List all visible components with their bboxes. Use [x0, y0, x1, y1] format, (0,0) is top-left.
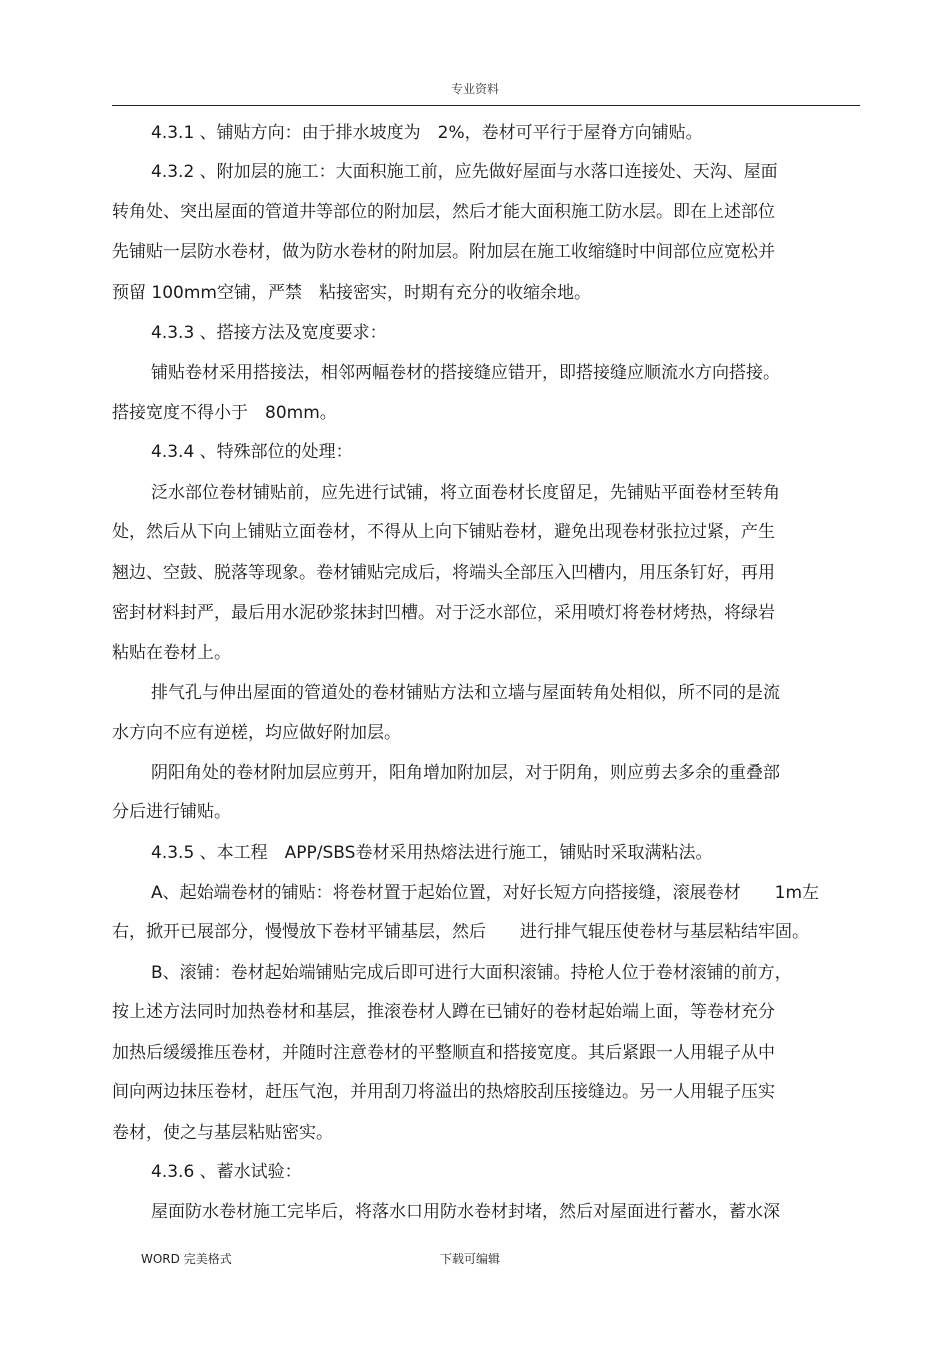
paragraph-line: 密封材料封严，最后用水泥砂浆抹封凹槽。对于泛水部位，采用喷灯将卷材烤热，将绿岩 — [112, 603, 775, 623]
paragraph-line: 屋面防水卷材施工完毕后，将落水口用防水卷材封堵，然后对屋面进行蓄水，蓄水深 — [151, 1202, 780, 1222]
paragraph-line: 搭接宽度不得小于 80mm。 — [112, 403, 337, 423]
paragraph-line: 间向两边抹压卷材，赶压气泡，并用刮刀将溢出的热熔胶刮压接缝边。另一人用辊子压实 — [112, 1082, 775, 1102]
paragraph-line: 右，掀开已展部分，慢慢放下卷材平铺基层，然后 进行排气辊压使卷材与基层粘结牢固。 — [112, 922, 809, 942]
page-header: 专业资料 — [450, 82, 499, 96]
paragraph-line: 4.3.2 、附加层的施工：大面积施工前，应先做好屋面与水落口连接处、天沟、屋面 — [151, 162, 778, 182]
paragraph-line: 转角处、突出屋面的管道井等部位的附加层，然后才能大面积施工防水层。即在上述部位 — [112, 202, 775, 222]
paragraph-line: 分后进行铺贴。 — [112, 802, 231, 822]
paragraph-line: 水方向不应有逆槎，均应做好附加层。 — [112, 723, 401, 743]
paragraph-line: 4.3.4 、特殊部位的处理： — [151, 442, 353, 462]
paragraph-line: 翘边、空鼓、脱落等现象。卷材铺贴完成后，将端头全部压入凹槽内，用压条钉好，再用 — [112, 563, 775, 583]
paragraph-line: 4.3.5 、本工程 APP/SBS卷材采用热熔法进行施工，铺贴时采取满粘法。 — [151, 843, 713, 863]
paragraph-line: 阴阳角处的卷材附加层应剪开，阳角增加附加层，对于阴角，则应剪去多余的重叠部 — [151, 763, 780, 783]
paragraph-line: B、滚铺：卷材起始端铺贴完成后即可进行大面积滚铺。持枪人位于卷材滚铺的前方， — [151, 963, 792, 983]
paragraph-line: 4.3.6 、蓄水试验： — [151, 1162, 302, 1182]
paragraph-line: 4.3.1 、铺贴方向：由于排水坡度为 2%，卷材可平行于屋脊方向铺贴。 — [151, 123, 703, 143]
paragraph-line: 4.3.3 、搭接方法及宽度要求： — [151, 323, 387, 343]
footer-left: WORD 完美格式 — [141, 1252, 232, 1266]
paragraph-line: 先铺贴一层防水卷材，做为防水卷材的附加层。附加层在施工收缩缝时中间部位应宽松并 — [112, 242, 775, 262]
footer-right: 下载可编辑 — [440, 1252, 501, 1266]
paragraph-line: 铺贴卷材采用搭接法，相邻两幅卷材的搭接缝应错开，即搭接缝应顺流水方向搭接。 — [151, 363, 780, 383]
paragraph-line: 卷材，使之与基层粘贴密实。 — [112, 1123, 333, 1143]
paragraph-line: 按上述方法同时加热卷材和基层，推滚卷材人蹲在已铺好的卷材起始端上面，等卷材充分 — [112, 1002, 775, 1022]
paragraph-line: 处，然后从下向上铺贴立面卷材，不得从上向下铺贴卷材，避免出现卷材张拉过紧，产生 — [112, 522, 775, 542]
paragraph-line: 加热后缓缓推压卷材，并随时注意卷材的平整顺直和搭接宽度。其后紧跟一人用辊子从中 — [112, 1043, 775, 1063]
paragraph-line: 泛水部位卷材铺贴前，应先进行试铺，将立面卷材长度留足，先铺贴平面卷材至转角 — [151, 483, 780, 503]
paragraph-line: 粘贴在卷材上。 — [112, 643, 231, 663]
header-rule — [112, 105, 860, 106]
paragraph-line: 排气孔与伸出屋面的管道处的卷材铺贴方法和立墙与屋面转角处相似，所不同的是流 — [151, 683, 780, 703]
paragraph-line: A、起始端卷材的铺贴：将卷材置于起始位置，对好长短方向搭接缝，滚展卷材 1m左 — [151, 883, 820, 903]
paragraph-line: 预留 100mm空铺，严禁 粘接密实，时期有充分的收缩余地。 — [112, 283, 591, 303]
